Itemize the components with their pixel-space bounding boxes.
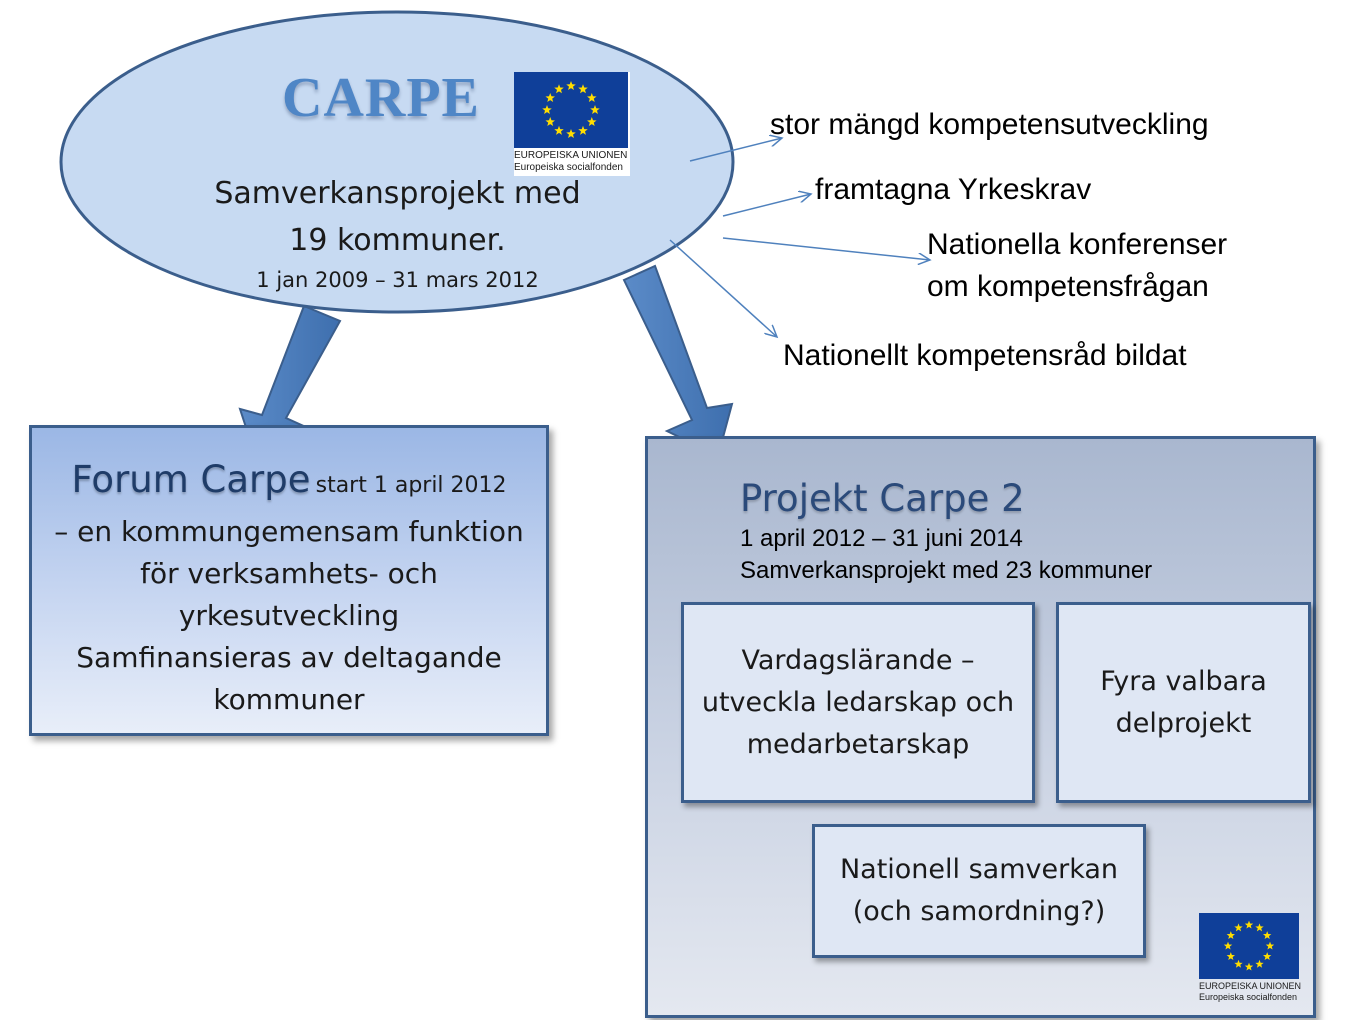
eu-star-icon: [545, 93, 555, 102]
box-line: delprojekt: [1115, 707, 1252, 739]
box-line: Vardagslärande –: [741, 644, 975, 676]
eu-star-icon: [566, 81, 576, 90]
outcome-yrkeskrav: framtagna Yrkeskrav: [815, 173, 1092, 206]
box-line: Fyra valbara: [1100, 665, 1267, 697]
thin-arrow-4: [670, 240, 777, 337]
delprojekt-vardagslarande-box: [681, 602, 1035, 803]
eu-star-icon: [587, 117, 597, 126]
carpe-dates: 1 jan 2009 – 31 mars 2012: [256, 268, 539, 292]
eu-star-icon: [566, 129, 576, 138]
eu-star-icon: [1255, 923, 1263, 931]
forum-line: för verksamhets- och: [140, 557, 438, 590]
box-line: utveckla ledarskap och: [701, 686, 1015, 718]
eu-star-icon: [1227, 952, 1235, 960]
thin-arrow-3: [723, 238, 930, 260]
eu-star-icon: [1234, 960, 1242, 968]
eu-star-icon: [1266, 942, 1274, 950]
carpe-logo: CARPE: [282, 67, 480, 129]
eu-caption-1: EUROPEISKA UNIONEN: [514, 150, 628, 161]
eu-flag-icon: [1199, 913, 1299, 979]
forum-line: – en kommungemensam funktion: [54, 515, 524, 548]
eu-star-icon: [545, 117, 555, 126]
outcome-kompetensutveckling: stor mängd kompetensutveckling: [770, 108, 1209, 141]
eu-star-icon: [1255, 960, 1263, 968]
eu-caption-2: Europeiska socialfonden: [1199, 992, 1298, 1002]
block-arrow-right: [624, 266, 732, 456]
delprojekt-fyra-valbara-box: [1056, 602, 1311, 803]
outcome-konferenser-line1: Nationella konferenser: [927, 228, 1228, 261]
projekt-carpe-2-box: [645, 436, 1316, 1018]
outcome-konferenser-line2: om kompetensfrågan: [927, 270, 1209, 303]
eu-star-icon: [578, 126, 588, 135]
eu-star-icon: [587, 93, 597, 102]
forum-line: Samfinansieras av deltagande: [76, 641, 502, 674]
forum-start: start 1 april 2012: [315, 473, 507, 498]
box-line: medarbetarskap: [746, 728, 970, 760]
eu-star-icon: [1227, 931, 1235, 939]
eu-star-icon: [1263, 952, 1271, 960]
eu-star-icon: [542, 105, 552, 114]
eu-star-icon: [1245, 921, 1253, 929]
eu-star-icon: [590, 105, 600, 114]
forum-carpe-box: [29, 425, 549, 736]
box-line: Nationell samverkan: [839, 854, 1119, 885]
forum-heading: [32, 456, 546, 511]
projekt-title: Projekt Carpe 2: [740, 477, 1025, 520]
nationell-samverkan-box: [812, 824, 1146, 958]
eu-star-icon: [554, 84, 564, 93]
eu-star-icon: [554, 126, 564, 135]
eu-flag-icon: [514, 72, 628, 148]
outcome-kompetensrad: Nationellt kompetensråd bildat: [783, 339, 1187, 372]
carpe-description-line1: Samverkansprojekt med: [214, 176, 581, 211]
eu-flag-bottom: [1199, 913, 1301, 1005]
projekt-dates: 1 april 2012 – 31 juni 2014: [740, 525, 1023, 552]
eu-star-icon: [578, 84, 588, 93]
forum-line: kommuner: [213, 683, 365, 716]
projekt-subtitle: Samverkansprojekt med 23 kommuner: [740, 557, 1153, 584]
eu-flag-top: [514, 72, 630, 176]
carpe-description-line2: 19 kommuner.: [289, 223, 506, 258]
eu-star-icon: [1224, 942, 1232, 950]
eu-star-icon: [1245, 963, 1253, 971]
thin-arrow-2: [723, 194, 811, 216]
eu-star-icon: [1263, 931, 1271, 939]
eu-star-icon: [1234, 923, 1242, 931]
eu-caption-1: EUROPEISKA UNIONEN: [1199, 981, 1302, 991]
forum-title: Forum Carpe: [71, 458, 311, 501]
eu-caption-2: Europeiska socialfonden: [514, 162, 623, 173]
forum-line: yrkesutveckling: [178, 599, 400, 632]
box-line: (och samordning?): [852, 896, 1106, 927]
